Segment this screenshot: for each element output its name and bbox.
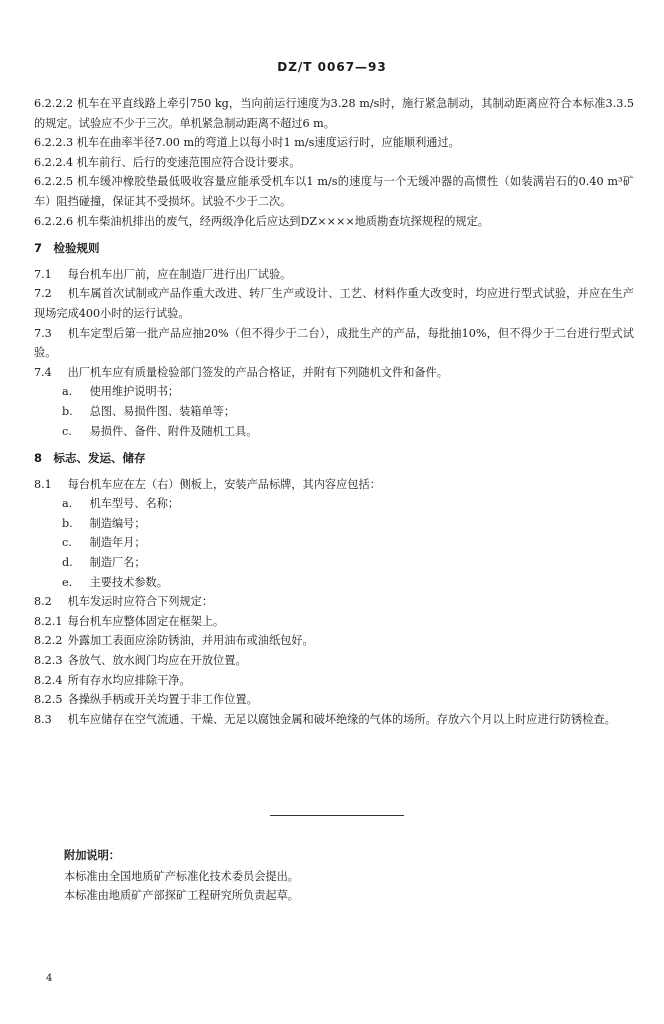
paragraph [34,324,634,363]
list-marker: e. [62,575,73,589]
clause-number: 6.2.2.5 [34,175,74,189]
divider [270,815,404,816]
list-marker: c. [62,424,72,438]
paragraph [34,153,634,173]
list-item-text: 机车型号、名称； [89,497,180,511]
document-body [34,94,634,729]
clause-number: 7.1 [34,267,52,281]
clause-number: 7.2 [34,287,52,301]
list-item-text: 使用维护说明书； [89,385,180,399]
paragraph [34,631,634,651]
paragraph [34,475,634,495]
clause-number: 6.2.2.3 [34,136,74,150]
paragraph [34,212,634,232]
list-item-text: 易损件、备件、附件及随机工具。 [89,424,258,438]
section-heading-marking-shipping-storage: 8 标志、发运、储存 [34,451,146,466]
appendix-line: 本标准由全国地质矿产标准化技术委员会提出。 [64,869,299,883]
paragraph [34,172,634,211]
list-marker: b. [62,516,73,530]
clause-number: 7.3 [34,326,52,340]
clause-text: 机车柴油机排出的废气，经两级净化后应达到DZ××××地质勘查坑探规程的规定。 [76,214,489,228]
list-marker: c. [62,536,72,550]
list-item [34,573,634,593]
list-marker: b. [62,404,73,418]
clause-number: 6.2.2.6 [34,214,74,228]
paragraph [34,671,634,691]
clause-text: 机车缓冲橡胶垫最低吸收容量应能承受机车以1 m/s的速度与一个无缓冲器的高惯性（如装满岩石的0.40 m³矿车）阻挡碰撞，保证其不受损坏。试验不少于二次。 [34,175,634,208]
clause-number: 8.2.2 [34,634,63,648]
page-number: 4 [46,973,53,984]
paragraph [34,133,634,153]
appendix-title: 附加说明： [64,849,120,862]
clause-number: 7.4 [34,365,52,379]
list-item [34,494,634,514]
clause-text: 每台机车出厂前，应在制造厂进行出厂试验。 [67,267,292,281]
list-item-text: 制造厂名； [89,556,146,570]
clause-text: 机车在曲率半径7.00 m的弯道上以每小时1 m/s速度运行时，应能顺利通过。 [76,136,460,150]
clause-text: 外露加工表面应涂防锈油，并用油布或油纸包好。 [67,634,314,648]
paragraph [34,710,634,730]
clause-number: 8.3 [34,712,52,726]
list-marker: d. [62,556,73,570]
clause-text: 每台机车应在左（右）侧板上，安装产品标牌，其内容应包括： [67,477,381,491]
clause-text: 机车应储存在空气流通、干燥、无足以腐蚀金属和破坏绝缘的气体的场所。存放六个月以上时应进行防锈检查。 [67,712,616,726]
list-item [34,514,634,534]
clause-number: 6.2.2.2 [34,97,74,110]
paragraph [34,651,634,671]
clause-text: 各放气、放水阀门均应在开放位置。 [67,654,247,668]
clause-number: 8.2.5 [34,693,63,707]
paragraph [34,94,634,133]
list-marker: a. [62,497,73,511]
clause-text: 机车定型后第一批产品应抽20%（但不得少于二台），成批生产的产品，每批抽10%，但不得少于二台进行型式试验。 [34,326,634,360]
clause-text: 所有存水均应排除干净。 [67,673,191,687]
clause-text: 各操纵手柄或开关均置于非工作位置。 [67,693,258,707]
clause-text: 每台机车应整体固定在框架上。 [67,614,225,628]
list-item-text: 制造年月； [89,536,146,550]
clause-number: 8.1 [34,477,52,491]
list-marker: a. [62,385,73,399]
list-item [34,533,634,553]
list-item [34,382,634,402]
paragraph [34,265,634,285]
list-item-text: 主要技术参数。 [89,575,168,589]
clause-text: 机车发运时应符合下列规定： [67,595,214,609]
paragraph [34,690,634,710]
clause-number: 8.2.3 [34,654,63,668]
list-item-text: 总图、易损件图、装箱单等； [89,404,236,418]
clause-number: 8.2 [34,595,52,609]
clause-number: 8.2.1 [34,614,63,628]
clause-number: 8.2.4 [34,673,63,687]
document-header: DZ/T 0067—93 [277,60,387,74]
clause-text: 出厂机车应有质量检验部门签发的产品合格证，并附有下列随机文件和备件。 [67,365,448,379]
paragraph [34,592,634,612]
clause-text: 机车属首次试制或产品作重大改进、转厂生产或设计、工艺、材料作重大改变时，均应进行型式试验，并应在生产现场完成400小时的运行试验。 [34,287,634,320]
clause-number: 6.2.2.4 [34,155,74,169]
list-item [34,553,634,573]
list-item [34,422,634,442]
clause-text: 机车在平直线路上牵引750 kg，当向前运行速度为3.28 m/s时，施行紧急制动，其制动距离应符合本标准3.3.5的规定。试验应不少于三次。单机紧急制动距离不超过6 m。 [34,97,634,130]
paragraph [34,284,634,323]
list-item-text: 制造编号； [89,516,146,530]
section-heading-inspection-rules: 7 检验规则 [34,241,100,256]
paragraph [34,363,634,383]
paragraph [34,612,634,632]
clause-text: 机车前行、后行的变速范围应符合设计要求。 [76,155,301,169]
list-item [34,402,634,422]
appendix [64,846,299,906]
appendix-line: 本标准由地质矿产部探矿工程研究所负责起草。 [64,889,299,903]
